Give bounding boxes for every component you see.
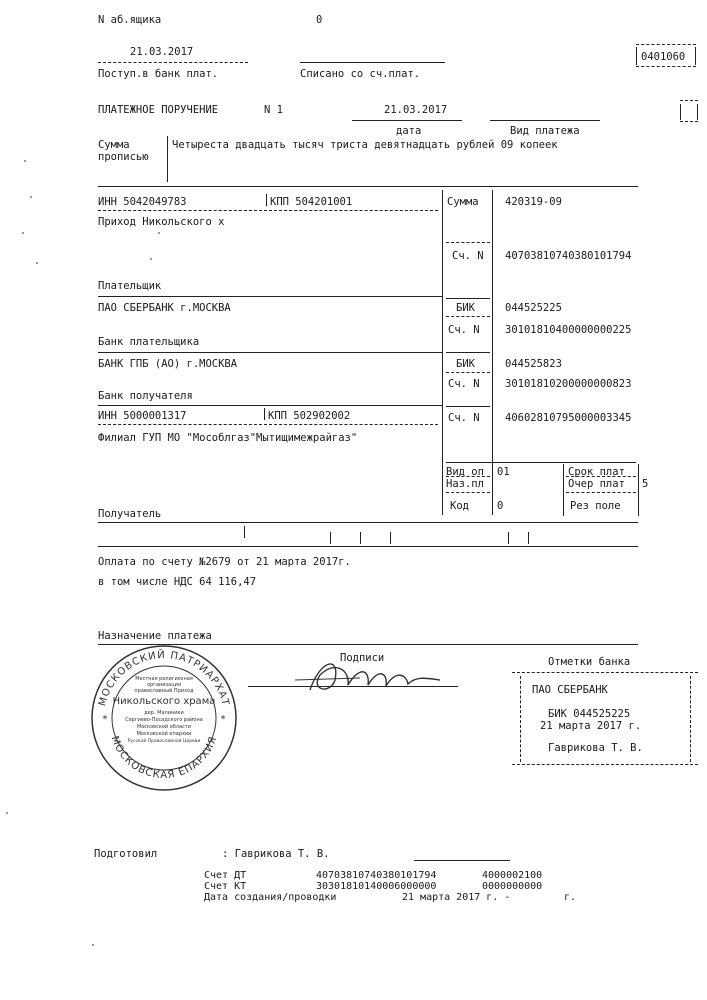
form-code-box-top — [636, 44, 696, 45]
tick-2 — [330, 532, 331, 544]
seal-outer-top: МОСКОВСКИЙ ПАТРИАРХАТ — [97, 649, 231, 708]
bank-stamp-bottom — [512, 764, 698, 765]
payer-bank-account-label: Сч. N — [448, 324, 480, 336]
payee-codes-top — [446, 462, 636, 463]
bank-stamp-left — [520, 676, 521, 762]
credit-extra: 0000000000 — [482, 881, 543, 892]
corner-box-top — [680, 100, 698, 101]
scan-speck — [150, 258, 152, 260]
scan-speck — [30, 196, 32, 198]
svg-text:*: * — [220, 714, 227, 725]
credit-account: 30301810140006000000 — [316, 881, 437, 892]
tick-3 — [360, 532, 361, 544]
received-date: 21.03.2017 — [130, 46, 194, 58]
payee-bank-label: Банк получателя — [98, 390, 193, 402]
purpose-code-label: Наз.пл — [446, 478, 484, 490]
order-number: N 1 — [264, 104, 283, 116]
created-label: Дата создания/проводки — [204, 892, 337, 903]
payment-type-label: Вид платежа — [510, 125, 580, 137]
grid-line-bottom — [98, 522, 638, 523]
seal-outer-bottom: МОСКОВСКАЯ ЕПАРХИЯ — [108, 734, 220, 782]
payer-account: 40703810740380101794 — [505, 250, 632, 262]
form-code-box-right — [695, 47, 696, 65]
grid-line-ticks — [98, 546, 638, 547]
scan-speck — [24, 160, 26, 162]
written-off-line — [300, 62, 445, 63]
reserve-label: Рез поле — [570, 500, 621, 512]
prepared-line — [414, 860, 510, 861]
payee-bank-account-label: Сч. N — [448, 378, 480, 390]
seal-inner-2: организация — [147, 682, 181, 688]
payer-amount: 420319-09 — [505, 196, 562, 208]
purpose-code-sep — [446, 492, 490, 493]
payer-inn-kpp-sep — [266, 194, 267, 206]
purpose-line-2: в том числе НДС 64 116,47 — [98, 576, 257, 588]
tick-1 — [244, 526, 245, 538]
payer-bank-account: 30101810400000000225 — [505, 324, 632, 336]
payer-bank-label: Банк плательщика — [98, 336, 200, 348]
payee-inn-line — [98, 424, 438, 425]
op-type: 01 — [497, 466, 510, 478]
seal-inner-8: Московской епархии — [136, 731, 192, 737]
payer-account-label: Сч. N — [452, 250, 484, 262]
payer-bank-bik: 044525225 — [505, 302, 562, 314]
op-type-sep — [446, 476, 490, 477]
code-label: Код — [450, 500, 469, 512]
form-code-box-left — [636, 47, 637, 65]
scan-speck — [6, 812, 8, 814]
created-value: 21 марта 2017 г. - — [402, 892, 511, 903]
payee-account-top — [446, 406, 490, 407]
purpose-label: Назначение платежа — [98, 630, 212, 642]
bank-stamp-bik: БИК 044525225 — [548, 708, 631, 720]
payer-bottom-line — [98, 296, 443, 297]
bank-stamp-bank: ПАО СБЕРБАНК — [532, 684, 608, 696]
payer-bank-name: ПАО СБЕРБАНК г.МОСКВА — [98, 302, 231, 314]
order-date-line — [352, 120, 462, 121]
order-date-label: дата — [396, 125, 422, 137]
signature-drawing — [290, 650, 450, 700]
amount-words-label-1: Сумма — [98, 139, 130, 151]
priority-sep — [566, 492, 636, 493]
amount-words-divider — [167, 136, 168, 182]
seal-inner-4: Никольского храма — [112, 696, 216, 707]
scan-speck — [22, 232, 24, 234]
payee-account-label: Сч. N — [448, 412, 480, 424]
payer-bank-bottom-line — [98, 352, 443, 353]
corner-box-right — [697, 104, 698, 120]
scan-speck — [36, 262, 38, 264]
priority-label: Очер плат — [568, 478, 625, 490]
debit-account: 40703810740380101794 — [316, 870, 437, 881]
priority: 5 — [642, 478, 649, 490]
codes-right-border — [638, 464, 639, 516]
payer-inn: ИНН 5042049783 — [98, 196, 187, 208]
payee-bank-bik-label: БИК — [456, 358, 475, 370]
bank-stamp-right — [690, 676, 691, 762]
payer-name: Приход Никольского х — [98, 216, 225, 228]
purpose-line-1: Оплата по счету №2679 от 21 марта 2017г. — [98, 556, 351, 568]
created-suffix: г. — [564, 892, 577, 903]
seal-inner-5: дер. Малиники — [144, 710, 184, 716]
payer-bank-bik-sep — [446, 316, 490, 317]
payer-account-sep — [446, 242, 490, 243]
mailbox-value: 0 — [316, 14, 323, 26]
code: 0 — [497, 500, 504, 512]
payer-bank-bik-label: БИК — [456, 302, 475, 314]
order-title: ПЛАТЕЖНОЕ ПОРУЧЕНИЕ — [98, 104, 219, 116]
amount-words-label-2: прописью — [98, 151, 149, 163]
received-label: Поступ.в банк плат. — [98, 68, 219, 80]
payee-bank-bik: 044525823 — [505, 358, 562, 370]
payee-account: 40602810795000003345 — [505, 412, 632, 424]
credit-label: Счет КТ — [204, 881, 247, 892]
payer-bank-bik-top — [446, 298, 490, 299]
bank-stamp-top — [512, 672, 698, 673]
payer-inn-line — [98, 210, 438, 211]
codes-col-divider — [563, 464, 564, 516]
tick-5 — [508, 532, 509, 544]
payer-amount-label: Сумма — [447, 196, 479, 208]
payee-kpp: КПП 502902002 — [268, 410, 351, 422]
grid-line-1 — [98, 186, 638, 187]
prepared-label: Подготовил — [94, 848, 158, 860]
grid-col-2 — [492, 190, 493, 515]
church-seal — [90, 644, 238, 792]
form-code-box-bottom — [636, 66, 696, 67]
debit-label: Счет ДТ — [204, 870, 247, 881]
received-date-line — [98, 62, 248, 63]
term-sep — [566, 476, 636, 477]
op-type-label: Вид оп — [446, 466, 484, 478]
payee-inn-kpp-sep — [264, 408, 265, 420]
payee-bank-bik-sep — [446, 372, 490, 373]
payee-label: Получатель — [98, 508, 162, 520]
seal-inner-3: православный Приход — [134, 688, 194, 694]
seal-inner-7: Московской области — [136, 724, 192, 730]
written-off-label: Списано со сч.плат. — [300, 68, 421, 80]
corner-box-left — [680, 104, 681, 120]
signatures-label: Подписи — [340, 652, 385, 664]
seal-inner-6: Сергиево-Посадского района — [125, 717, 203, 723]
amount-words-text: Четыреста двадцать тысяч триста девятнадцать рублей 09 копеек — [172, 139, 558, 151]
payment-type-line — [490, 120, 600, 121]
tick-6 — [528, 532, 529, 544]
seal-inner-9: Русской Православной Церкви — [127, 739, 201, 744]
scan-speck — [92, 944, 94, 946]
bank-stamp-date: 21 марта 2017 г. — [540, 720, 642, 732]
payer-label: Плательщик — [98, 280, 162, 292]
payee-bank-name: БАНК ГПБ (АО) г.МОСКВА — [98, 358, 238, 370]
corner-box-bottom — [680, 121, 698, 122]
payee-bank-bottom-line — [98, 405, 443, 406]
svg-text:*: * — [102, 714, 109, 725]
seal-inner-1: Местная религиозная — [135, 676, 193, 682]
term-label: Срок плат — [568, 466, 625, 478]
scan-speck — [158, 232, 160, 234]
payee-inn: ИНН 5000001317 — [98, 410, 187, 422]
tick-4 — [390, 532, 391, 544]
bank-stamp-person: Гаврикова Т. В. — [548, 742, 643, 754]
payee-bank-bik-top — [446, 352, 490, 353]
form-code: 0401060 — [641, 51, 686, 63]
order-date: 21.03.2017 — [384, 104, 448, 116]
payer-kpp: КПП 504201001 — [270, 196, 353, 208]
debit-extra: 4000002100 — [482, 870, 543, 881]
prepared-value: : Гаврикова Т. В. — [222, 848, 330, 860]
mailbox-label: N аб.ящика — [98, 14, 162, 26]
bank-marks-label: Отметки банка — [548, 656, 631, 668]
payee-bank-account: 30101810200000000823 — [505, 378, 632, 390]
payee-name: Филиал ГУП МО "Мособлгаз"Мытищимежрайгаз" — [98, 432, 358, 444]
